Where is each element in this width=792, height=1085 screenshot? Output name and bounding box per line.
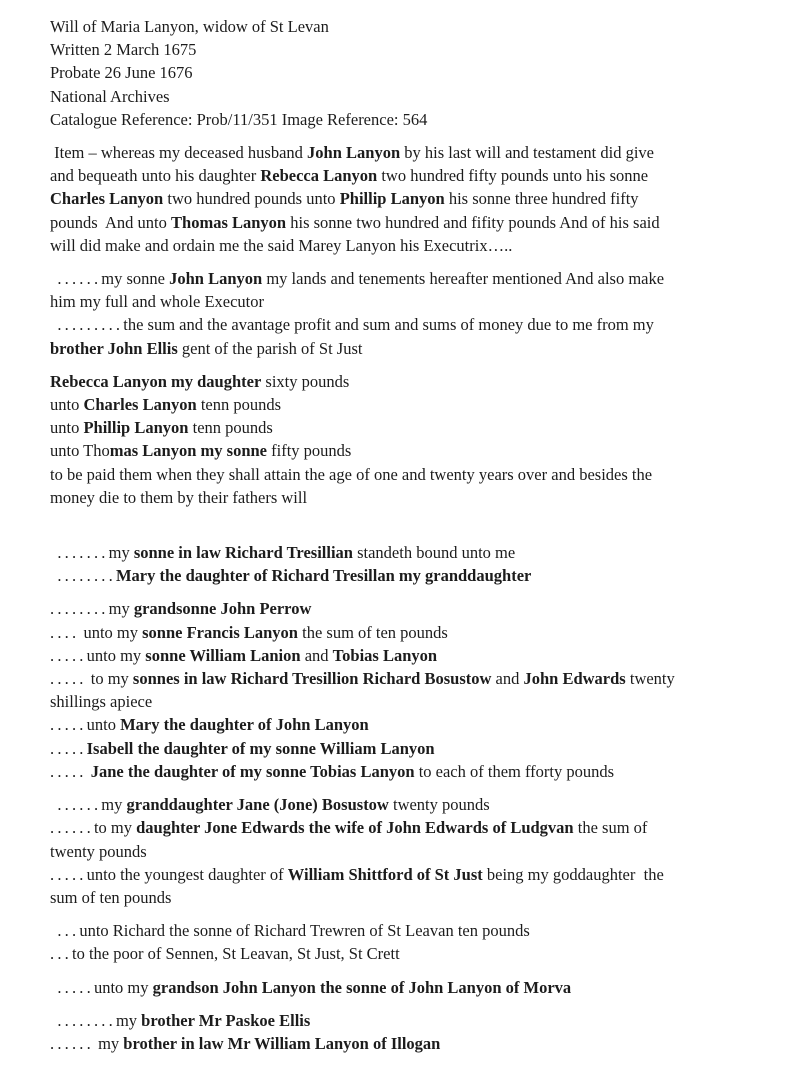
text-line <box>50 737 752 760</box>
text-segment: unto my <box>86 645 146 665</box>
document-body <box>50 15 752 1055</box>
emphasized-text: Mary the daughter of John Lanyon <box>120 715 369 735</box>
text-line <box>50 863 752 886</box>
emphasized-text: Phillip Lanyon <box>83 418 189 438</box>
text-line <box>50 667 752 690</box>
text-segment: unto the youngest daughter of <box>86 864 288 884</box>
leader-dots: ......... <box>50 315 124 335</box>
emphasized-text: brother Mr Paskoe Ellis <box>141 1010 311 1030</box>
leader-dots: .... <box>50 622 80 642</box>
text-line <box>50 416 752 439</box>
text-segment: to my <box>93 818 137 838</box>
text-line <box>50 942 752 965</box>
text-line <box>50 211 752 234</box>
leader-dots: ........ <box>50 566 116 586</box>
leader-dots: ...... <box>50 795 102 815</box>
text-segment: unto <box>86 715 121 735</box>
text-line <box>50 886 752 909</box>
emphasized-text: granddaughter Jane (Jone) Bosustow <box>126 795 389 815</box>
text-segment: Item – whereas my deceased husband <box>50 143 308 163</box>
text-segment: and <box>491 669 524 689</box>
leader-dots: ....... <box>50 543 109 563</box>
leader-dots: ...... <box>50 818 94 838</box>
text-segment: twenty pounds <box>388 795 490 815</box>
text-segment: by his last will and testament did give <box>400 143 655 163</box>
text-segment: his sonne three hundred fifty <box>444 189 639 209</box>
text-segment: unto Tho <box>50 441 110 461</box>
emphasized-text: grandsonne John Perrow <box>133 599 312 619</box>
text-line <box>50 1009 752 1032</box>
emphasized-text: Phillip Lanyon <box>339 189 445 209</box>
emphasized-text: John Lanyon <box>307 143 401 163</box>
emphasized-text: grandson John Lanyon the sonne of John Lanyon of Morva <box>152 977 572 997</box>
emphasized-text: John Edwards <box>523 669 626 689</box>
text-line <box>50 141 752 164</box>
text-line <box>50 439 752 462</box>
emphasized-text: Rebecca Lanyon my daughter <box>50 371 262 391</box>
text-segment: my <box>108 543 134 563</box>
text-segment: to each of them fforty pounds <box>414 761 615 781</box>
leader-dots: ..... <box>50 645 87 665</box>
emphasized-text: sonne William Lanion <box>145 645 301 665</box>
leader-dots: ..... <box>50 864 87 884</box>
text-line <box>50 290 752 313</box>
text-line <box>50 187 752 210</box>
trewren-and-poor-bequests <box>50 919 752 965</box>
text-line <box>50 337 752 360</box>
text-segment: Written 2 March 1675 <box>50 40 197 60</box>
leader-dots: ..... <box>50 669 87 689</box>
emphasized-text: Thomas Lanyon <box>171 212 287 232</box>
text-segment: the sum of ten pounds <box>297 622 448 642</box>
text-line <box>50 816 752 839</box>
text-segment: National Archives <box>50 86 170 106</box>
text-line <box>50 793 752 816</box>
text-segment: his sonne two hundred and fifity pounds And of his said <box>286 212 660 232</box>
text-segment: Probate 26 June 1676 <box>50 63 193 83</box>
text-line <box>50 38 752 61</box>
emphasized-text: sonne in law Richard Tresillian <box>133 543 353 563</box>
text-segment: unto my <box>93 977 153 997</box>
leader-dots: ..... <box>50 761 87 781</box>
text-line <box>50 313 752 336</box>
text-segment: my sonne <box>101 269 170 289</box>
text-segment: unto my <box>79 622 143 642</box>
text-segment: unto <box>50 418 84 438</box>
text-segment: standeth bound unto me <box>352 543 516 563</box>
executor-paragraph <box>50 267 752 360</box>
text-line <box>50 541 752 564</box>
emphasized-text: Isabell the daughter of my sonne William Lanyon <box>86 738 435 758</box>
text-segment: two hundred fifty pounds unto his sonne <box>377 166 649 186</box>
emphasized-text: Rebecca Lanyon <box>260 166 378 186</box>
text-segment: to my <box>86 669 133 689</box>
text-segment: sum of ten pounds <box>50 887 172 907</box>
text-line <box>50 85 752 108</box>
text-line <box>50 486 752 509</box>
leader-dots: ..... <box>50 738 87 758</box>
leader-dots: ........ <box>50 599 109 619</box>
text-line <box>50 15 752 38</box>
emphasized-text: Charles Lanyon <box>83 395 197 415</box>
text-line <box>50 760 752 783</box>
text-segment: Catalogue Reference: Prob/11/351 Image Reference: 564 <box>50 109 428 129</box>
text-line <box>50 1032 752 1055</box>
leader-dots: ..... <box>50 977 94 997</box>
text-line <box>50 370 752 393</box>
text-segment: twenty pounds <box>50 841 147 861</box>
text-segment: shillings apiece <box>50 692 153 712</box>
emphasized-text: William Shittford of St Just <box>287 864 483 884</box>
text-line <box>50 267 752 290</box>
emphasized-text: mas Lanyon my sonne <box>109 441 267 461</box>
text-line <box>50 597 752 620</box>
text-segment: being my goddaughter the <box>482 864 664 884</box>
leader-dots: ........ <box>50 1010 116 1030</box>
emphasized-text: daughter Jone Edwards the wife of John Edwards of Ludgvan <box>136 818 574 838</box>
text-segment: to be paid them when they shall attain the age of one and twenty years over and besides the <box>50 464 653 484</box>
text-line <box>50 61 752 84</box>
text-segment: to the poor of Sennen, St Leavan, St Just, St Crett <box>71 944 400 964</box>
leader-dots: ...... <box>50 269 102 289</box>
emphasized-text: Jane the daughter of my sonne Tobias Lanyon <box>90 761 415 781</box>
text-segment: pounds And unto <box>50 212 172 232</box>
text-segment: unto <box>50 395 84 415</box>
emphasized-text: Charles Lanyon <box>50 189 164 209</box>
text-line <box>50 108 752 131</box>
leader-dots: ... <box>50 921 80 941</box>
text-line <box>50 393 752 416</box>
text-segment: will did make and ordain me the said Marey Lanyon his Executrix….. <box>50 235 513 255</box>
text-segment: unto Richard the sonne of Richard Trewren of St Leavan ten pounds <box>79 921 530 941</box>
text-segment: my <box>115 1010 142 1030</box>
brothers-bequests <box>50 1009 752 1055</box>
emphasized-text: John Lanyon <box>169 269 263 289</box>
leader-dots: ... <box>50 944 72 964</box>
text-segment: sixty pounds <box>261 371 350 391</box>
grandchildren-bequests-list <box>50 597 752 783</box>
text-segment: tenn pounds <box>196 395 282 415</box>
emphasized-text: sonne Francis Lanyon <box>142 622 298 642</box>
text-segment: and <box>300 645 333 665</box>
text-segment: money die to them by their fathers will <box>50 487 308 507</box>
emphasized-text: sonnes in law Richard Tresillion Richard Bosustow <box>132 669 492 689</box>
text-segment: the sum and the avantage profit and sum and sums of money due to me from my <box>123 315 654 335</box>
item-whereas-paragraph <box>50 141 752 257</box>
text-line <box>50 621 752 644</box>
text-line <box>50 976 752 999</box>
text-segment: my lands and tenements hereafter mentioned And also make <box>262 269 665 289</box>
text-segment: the sum of <box>573 818 648 838</box>
text-segment: my <box>93 1033 124 1053</box>
text-line <box>50 234 752 257</box>
text-segment: my <box>101 795 127 815</box>
text-line <box>50 919 752 942</box>
text-line <box>50 164 752 187</box>
text-segment: and bequeath unto his daughter <box>50 166 261 186</box>
children-bequests-list <box>50 370 752 509</box>
leader-dots: ...... <box>50 1033 94 1053</box>
text-line <box>50 463 752 486</box>
text-line <box>50 644 752 667</box>
grandson-morva-bequest <box>50 976 752 999</box>
emphasized-text: brother John Ellis <box>50 338 178 358</box>
text-segment: my <box>108 599 134 619</box>
text-line <box>50 564 752 587</box>
header-block <box>50 15 752 131</box>
text-line <box>50 840 752 863</box>
text-segment: tenn pounds <box>188 418 273 438</box>
text-segment: Will of Maria Lanyon, widow of St Levan <box>50 17 329 36</box>
text-line <box>50 690 752 713</box>
text-line <box>50 713 752 736</box>
text-segment: fifty pounds <box>267 441 352 461</box>
emphasized-text: Tobias Lanyon <box>332 645 438 665</box>
text-segment: him my full and whole Executor <box>50 292 264 312</box>
text-segment: gent of the parish of St Just <box>177 338 363 358</box>
tresillian-paragraph <box>50 541 752 587</box>
text-segment: twenty <box>625 669 675 689</box>
emphasized-text: Mary the daughter of Richard Tresillan my granddaughter <box>115 566 532 586</box>
daughters-granddaughters-bequests <box>50 793 752 909</box>
emphasized-text: brother in law Mr William Lanyon of Illogan <box>123 1033 441 1053</box>
leader-dots: ..... <box>50 715 87 735</box>
text-segment: two hundred pounds unto <box>163 189 340 209</box>
